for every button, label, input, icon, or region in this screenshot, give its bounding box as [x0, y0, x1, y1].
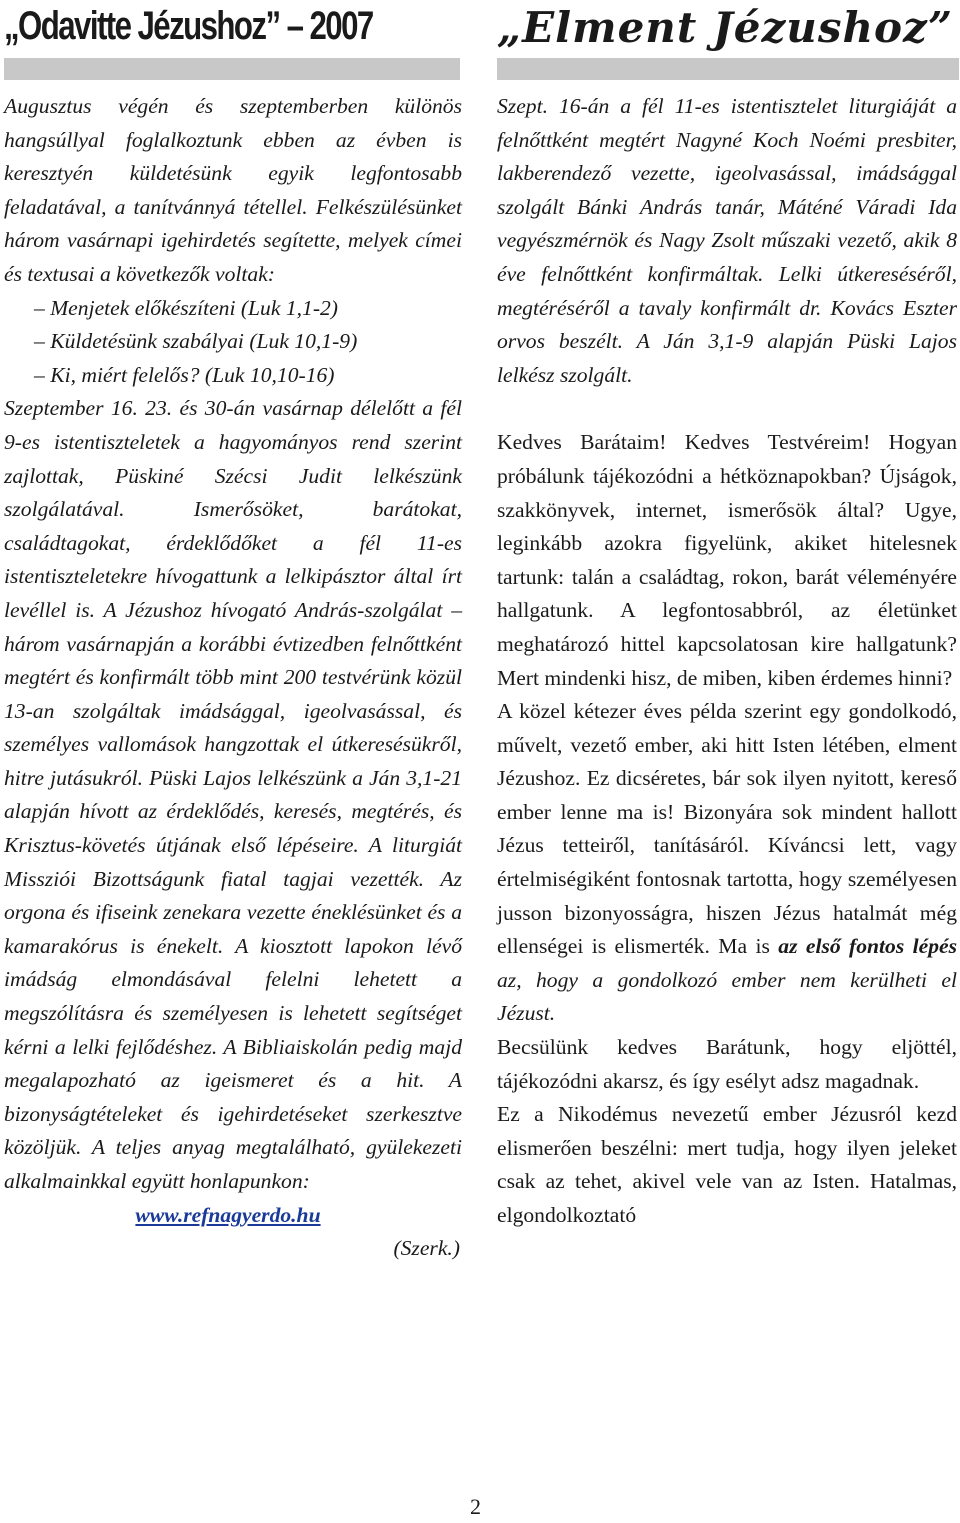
- right-paragraph-2-start: A közel kétezer éves példa szerint egy gondolkodó, művelt, vezető ember, aki hitt Isten létében, elment Jézushoz. Ez dicséretes, bár sok ilyen nyitott, kereső ember lenne ma is! Bizonyára sok mindent hallott Jézus tetteiről, tanításáról. Kíváncsi lett, vagy értelmiségiként fontosnak tartotta, hogy személyesen jusson bizonyosságra, hiszen Jézus hatalmát még ellenségei is elismerték. Ma is: [497, 699, 957, 959]
- paragraph-gap: [497, 392, 957, 426]
- left-title-bar: [4, 58, 460, 80]
- right-paragraph-4: Ez a Nikodémus nevezetű ember Jézusról kezd elismerően beszélni: mert tudja, hogy ilyen jeleket csak az tehet, akivel vele van az Isten. Hatalmas, elgondolkoztató: [497, 1102, 957, 1227]
- left-main-paragraph: Szeptember 16. 23. és 30-án vasárnap délelőtt a fél 9-es istentiszteletek a hagyományos rend szerint zajlottak, Püskiné Szécsi Judit lelkészünk szolgálatával. Ismerősöket, barátokat, családtagokat, érdeklődőket a fél 11-es istentiszteletekre hívogattunk a lelkipásztor által írt levéllel is. A Jézushoz hívogató András-szolgálat – három vasárnapján a korábbi évtizedben felnőttként megtért és konfirmált több mint 200 testvérünk közül 13-an szolgáltak imádsággal, igeolvasással, és személyes vallomások hangzottak el útkeresésükről, hitre jutásukról. Püski Lajos lelkészünk a Ján 3,1-21 alapján hívott az érdeklődés, keresés, megtérés, és Krisztus-követés útjának első lépéseire. A liturgiát Missziói Bizottságunk fiatal tagjai vezették. Az orgona és ifiseink zenekara vezette éneklésünket és a kamarakórus is énekelt. A kiosztott lapokon lévő imádság elmondásával felelni lehetett a megszólításra és személyesen is lehetett segítséget kérni a lelki fejlődéshez. A Bibliaiskolán pedig majd megalapozható az igeismeret és a hit. A bizonyságtételeket és igehirdetéseket szerkesztve közöljük. A teljes anyag megtalálható, gyülekezeti alkalmainkkal együtt honlapunkon:: [4, 396, 462, 1193]
- right-paragraph-1: Kedves Barátaim! Kedves Testvéreim! Hogyan próbálunk tájékozódni a hétköznapokban? Újságok, szakkönyvek, internet, ismerősök által? Ugye, leginkább azokra figyelünk, akiket hitelesnek tartunk: talán a családtag, rokon, barát véleményére hallgatunk. A legfontosabbról, az életünket meghatározó hittel kapcsolatosan kire hallgatunk? Mert mindenki hisz, de miben, kiben érdemes hinni?: [497, 430, 957, 690]
- left-article-body: [4, 90, 462, 1266]
- website-link[interactable]: www.refnagyerdo.hu: [135, 1202, 321, 1227]
- right-paragraph-2: [497, 695, 957, 1031]
- right-title-bar: [497, 58, 959, 80]
- left-intro: Augusztus végén és szeptemberben különös hangsúllyal foglalkoztunk ebben az évben is keresztyén küldetésünk egyik legfontosabb feladatával, a tanítvánnyá tétellel. Felkészülésünket három vasárnapi igehirdetés segítette, melyek címei és textusai a következők voltak:: [4, 94, 462, 286]
- signature: (Szerk.): [393, 1236, 460, 1261]
- right-intro: Szept. 16-án a fél 11-es istentisztelet liturgiáját a felnőttként megtért Nagyné Koch Noémi presbiter, lakberendező vezette, igeolvasással, imádsággal szolgált Bánki András tanár, Máténé Váradi Ida vegyészmérnök és Nagy Zsolt műszaki vezető, akik 8 éve felnőttként konfirmáltak. Lelki útkereséséről, megtéréséről a tavaly konfirmált dr. Kovács Eszter orvos beszélt. A Ján 3,1-9 alapján Püski Lajos lelkész szolgált.: [497, 94, 957, 387]
- right-article-title: „Elment Jézushoz”: [497, 3, 954, 52]
- sermon-item-3: – Ki, miért felelős? (Luk 10,10-16): [34, 362, 335, 387]
- sermon-item-2: – Küldetésünk szabályai (Luk 10,1-9): [34, 329, 358, 354]
- page-number: 2: [470, 1494, 481, 1519]
- right-paragraph-2-emphasis: az első fontos lépés: [778, 934, 958, 959]
- right-paragraph-2-end: az, hogy a gondolkozó ember nem kerülheti el Jézust.: [497, 967, 957, 1026]
- left-article-title: „Odavitte Jézushoz” – 2007: [4, 4, 373, 48]
- right-article: [497, 0, 957, 1233]
- right-paragraph-3: Becsülünk kedves Barátunk, hogy eljöttél, tájékozódni akarsz, és így esélyt adsz magadnak.: [497, 1035, 957, 1093]
- left-article: [4, 0, 462, 1266]
- right-article-body: [497, 90, 957, 1233]
- website-link-line: [4, 1199, 462, 1233]
- sermon-item-1: – Menjetek előkészíteni (Luk 1,1-2): [34, 295, 338, 320]
